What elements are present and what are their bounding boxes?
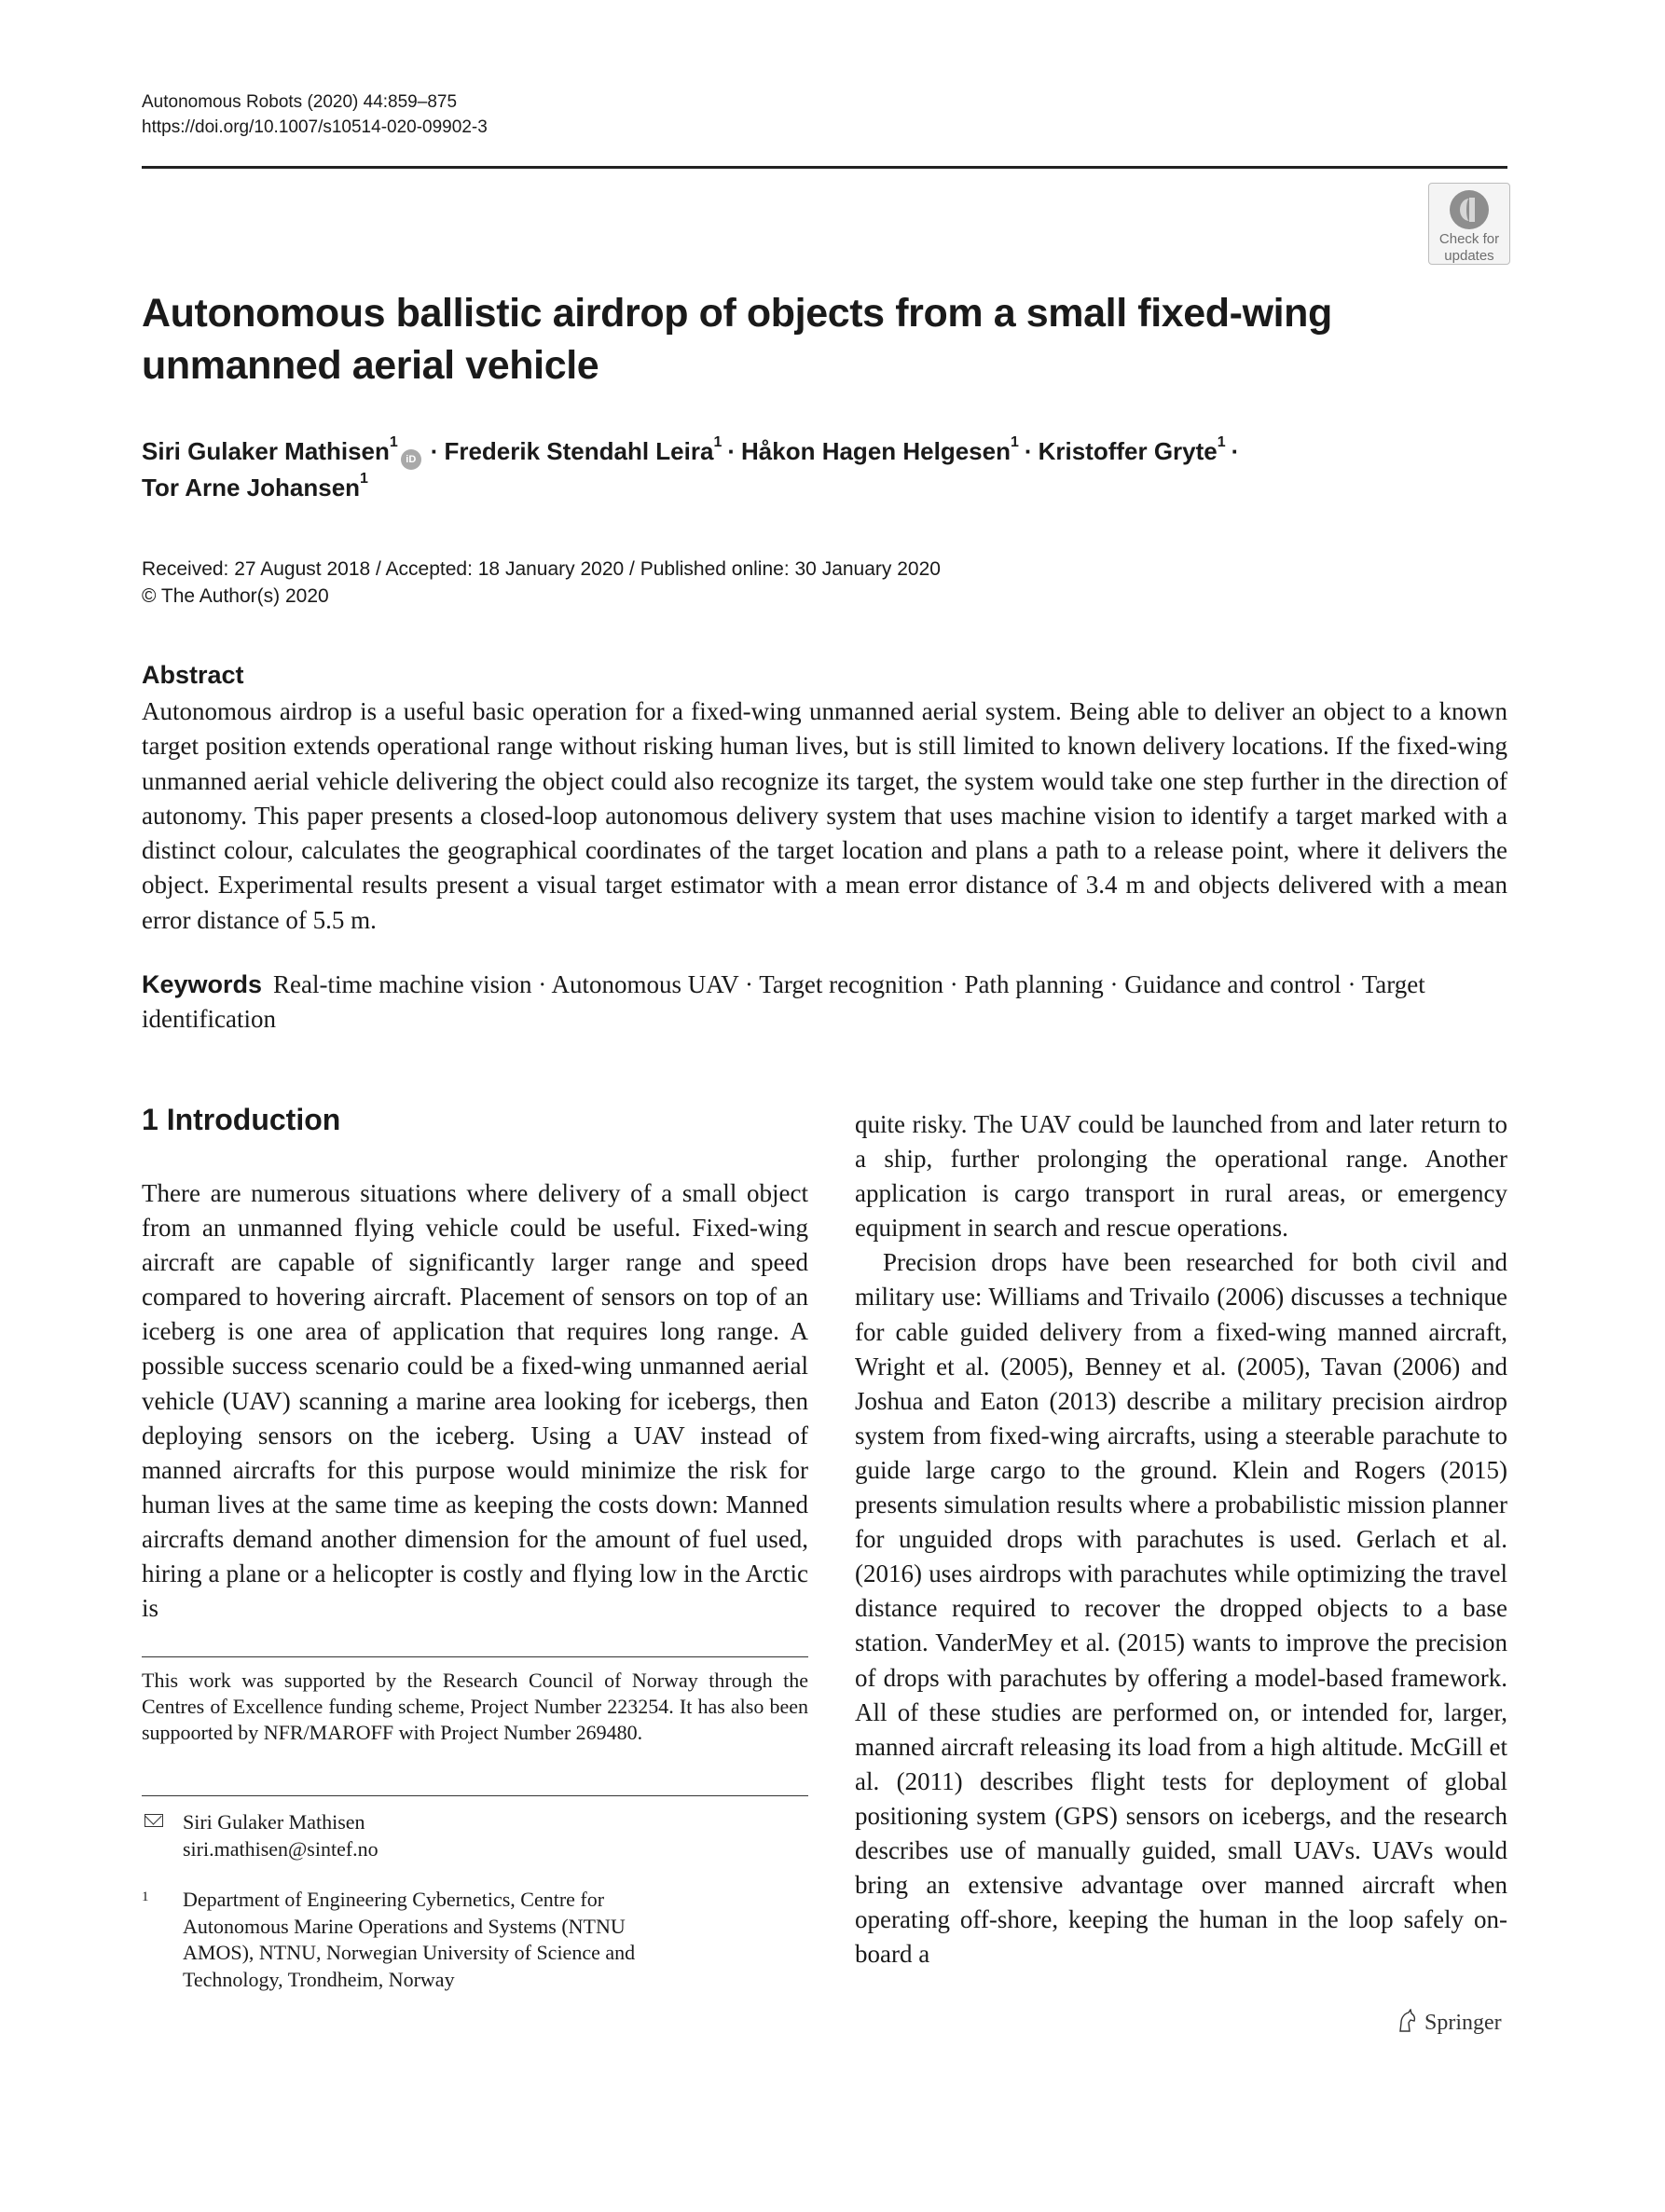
header-rule (142, 166, 1507, 169)
publisher-logo (1397, 2009, 1502, 2036)
author-name: Kristoffer Gryte (1038, 437, 1218, 465)
affiliation-number: 1 (142, 1889, 149, 1904)
affiliation-marker: 1 (1011, 434, 1019, 451)
keywords-list: Real-time machine vision · Autonomous UAV · Target recognition · Path planning · Guidance and control · Target identification (142, 970, 1425, 1033)
check-for-updates-badge[interactable] (1428, 183, 1510, 265)
orcid-icon[interactable]: iD (401, 449, 421, 470)
affiliation-line: Autonomous Marine Operations and Systems (NTNU (183, 1914, 626, 1938)
keywords-label: Keywords (142, 970, 263, 998)
intro-paragraph-left: There are numerous situations where delivery of a small object from an unmanned flying vehicle could be useful. Fixed-wing aircraft are capable of significantly larger range and speed compared to hovering aircraft. Placement of sensors on top of an iceberg is one area of application that requires long range. A possible success scenario could be a fixed-wing unmanned aerial vehicle (UAV) scanning a marine area looking for icebergs, then deploying sensors on the iceberg. Using a UAV instead of manned aircrafts for this purpose would minimize the risk for human lives at the same time as keeping the costs down: Manned aircrafts demand another dimension for the amount of fuel used, hiring a plane or a helicopter is costly and flying low in the Arctic is (142, 1179, 808, 1623)
check-updates-label-2: updates (1444, 248, 1494, 264)
publisher-name: Springer (1424, 2011, 1502, 2035)
affiliation-line: Technology, Trondheim, Norway (183, 1967, 455, 1991)
intro-paragraph-precision-drops: Precision drops have been researched for both civil and military use: Williams and Trivailo (2006) discusses a technique for cable guided delivery from a fixed-wing manned aircraft, Wright et al. (2005), Benney et al. (2005), Tavan (2006) and Joshua and Eaton (2013) describe a military precision airdrop system from fixed-wing aircrafts, using a steerable parachute to guide large cargo to the ground. Klein and Rogers (2015) presents simulation results where a probabilistic mission planner for unguided drops with parachutes is used. Gerlach et al. (2016) uses airdrops with parachutes while optimizing the travel distance required to recover the dropped objects to a base station. VanderMey et al. (2015) wants to improve the precision of drops with parachutes by offering a model-based framework. All of these studies are performed on, or intended for, larger, manned aircraft releasing its load from a high altitude. McGill et al. (2011) describes flight tests for deployment of global positioning system (GPS) sensors on icebergs, and the research describes use of manually guided, small UAVs. UAVs would bring an extensive advantage over manned aircraft when operating off-shore, keeping the human in the loop safely on-board a (855, 1248, 1507, 1969)
footnote-rule (142, 1656, 808, 1657)
section-heading-introduction: 1 Introduction (142, 1103, 341, 1136)
author-separator: · (1024, 437, 1033, 465)
funding-note: This work was supported by the Research Council of Norway through the Centres of Excellence funding scheme, Project Number 223254. It has also been suppoorted by NFR/MAROFF with Project Number 269480. (142, 1669, 808, 1745)
intro-column-right (855, 1107, 1507, 1972)
corresponding-author-email[interactable]: siri.mathisen@sintef.no (183, 1836, 378, 1861)
history-dates: Received: 27 August 2018 / Accepted: 18 January 2020 / Published online: 30 January 2020 (142, 558, 941, 580)
abstract-heading: Abstract (142, 661, 244, 689)
author-separator: · (1231, 437, 1240, 465)
paper-title (142, 287, 1335, 392)
affiliation-marker: 1 (360, 471, 368, 488)
title-line-1: Autonomous ballistic airdrop of objects from a small fixed-wing (142, 291, 1332, 336)
author-name: Frederik Stendahl Leira (444, 437, 714, 465)
affiliation-marker: 1 (1217, 434, 1226, 451)
affiliation (142, 1887, 808, 1993)
author-name: Tor Arne Johansen (142, 474, 361, 501)
intro-paragraph-continued: quite risky. The UAV could be launched from and later return to a ship, further prolonging the operational range. Another application is cargo transport in rural areas, or emergency equipment in search and rescue operations. (855, 1110, 1507, 1243)
publication-dates (142, 556, 941, 610)
corresponding-author (142, 1809, 378, 1862)
author-separator: · (727, 437, 736, 465)
envelope-icon (144, 1814, 163, 1827)
springer-horse-icon (1397, 2009, 1417, 2033)
journal-citation (142, 89, 488, 140)
doi-link[interactable]: https://doi.org/10.1007/s10514-020-09902-3 (142, 117, 488, 137)
author-name: Siri Gulaker Mathisen (142, 437, 390, 465)
affiliation-marker: 1 (713, 434, 722, 451)
affiliation-line: Department of Engineering Cybernetics, Centre for (183, 1888, 605, 1911)
footnote-rule (142, 1795, 808, 1796)
author-separator: · (430, 437, 439, 465)
author-list (142, 433, 1354, 505)
check-updates-icon (1450, 190, 1489, 229)
abstract-text: Autonomous airdrop is a useful basic operation for a fixed-wing unmanned aerial system. Being able to deliver an object to a known target position extends operational range without risking human lives, but is still limited to known delivery locations. If the fixed-wing unmanned aerial vehicle delivering the object could also recognize its target, the system would take one step further in the direction of autonomy. This paper presents a closed-loop autonomous delivery system that uses machine vision to identify a target marked with a distinct colour, calculates the geographical coordinates of the target location and plans a path to a release point, where it delivers the object. Experimental results present a visual target estimator with a mean error distance of 3.4 m and objects delivered with a mean error distance of 5.5 m. (142, 697, 1507, 934)
affiliation-line: AMOS), NTNU, Norwegian University of Science and (183, 1941, 636, 1964)
keywords (142, 968, 1507, 1037)
journal-name: Autonomous Robots (2020) 44:859–875 (142, 92, 458, 112)
affiliation-marker: 1 (389, 434, 398, 451)
corresponding-author-name: Siri Gulaker Mathisen (183, 1810, 365, 1834)
copyright: © The Author(s) 2020 (142, 585, 329, 607)
check-updates-label-1: Check for (1438, 231, 1500, 247)
author-name: Håkon Hagen Helgesen (741, 437, 1011, 465)
title-line-2: unmanned aerial vehicle (142, 343, 599, 388)
